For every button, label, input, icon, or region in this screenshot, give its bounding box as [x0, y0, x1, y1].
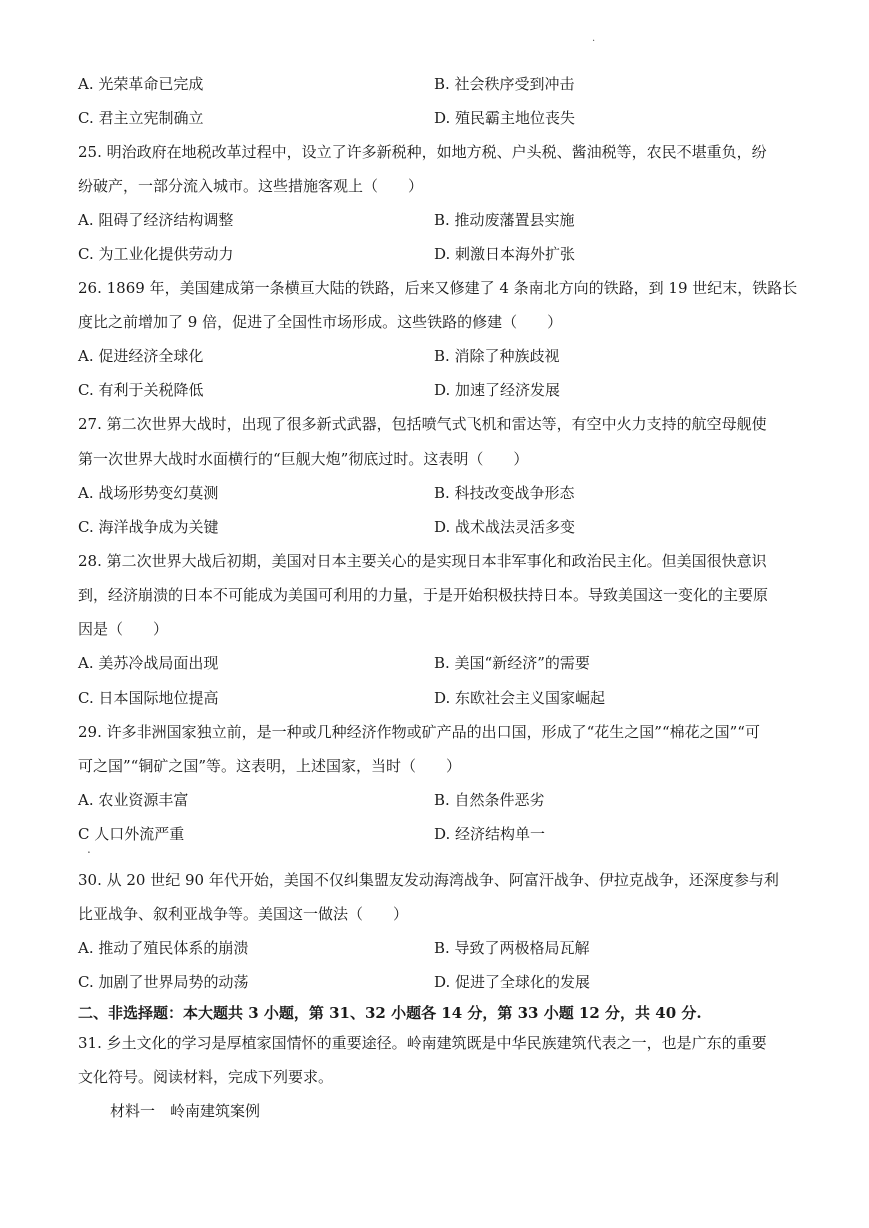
q26-option-b: B. 消除了种族歧视	[434, 347, 560, 365]
q27-stem-line-2: 第一次世界大战时水面横行的“巨舰大炮”彻底过时。这表明（ ）	[78, 450, 529, 468]
q28-stem-line-1: 28. 第二次世界大战后初期，美国对日本主要关心的是实现日本非军事化和政治民主化。但美国很快意识	[78, 552, 767, 570]
q29-option-d: D. 经济结构单一	[434, 825, 546, 843]
q25-option-d: D. 刺激日本海外扩张	[434, 245, 576, 263]
q28-option-d: D. 东欧社会主义国家崛起	[434, 689, 606, 707]
q29-stem-line-2: 可之国”“铜矿之国”等。这表明，上述国家，当时（ ）	[78, 757, 462, 775]
q28-option-c: C. 日本国际地位提高	[78, 689, 219, 707]
q24-option-d: D. 殖民霸主地位丧失	[434, 109, 576, 127]
q26-option-a: A. 促进经济全球化	[78, 347, 204, 365]
section-2-heading: 二、非选择题：本大题共 3 小题，第 31、32 小题各 14 分，第 33 小题 12 分，共 40 分.	[78, 1004, 702, 1022]
q26-stem-line-1: 26. 1869 年，美国建成第一条横亘大陆的铁路，后来又修建了 4 条南北方向的铁路，到 19 世纪末，铁路长	[78, 279, 798, 297]
q31-stem-line-1: 31. 乡土文化的学习是厚植家国情怀的重要途径。岭南建筑既是中华民族建筑代表之一，也是广东的重要	[78, 1034, 767, 1052]
q31-stem-line-2: 文化符号。阅读材料，完成下列要求。	[78, 1068, 334, 1086]
q29-stem-line-1: 29. 许多非洲国家独立前，是一种或几种经济作物或矿产品的出口国，形成了“花生之国”“棉花之国”“可	[78, 723, 760, 741]
q24-option-b: B. 社会秩序受到冲击	[434, 75, 575, 93]
q30-option-d: D. 促进了全球化的发展	[434, 973, 591, 991]
q27-option-b: B. 科技改变战争形态	[434, 484, 575, 502]
q26-stem-line-2: 度比之前增加了 9 倍，促进了全国性市场形成。这些铁路的修建（ ）	[78, 313, 563, 331]
q30-option-a: A. 推动了殖民体系的崩溃	[78, 939, 249, 957]
q27-option-a: A. 战场形势变幻莫测	[78, 484, 219, 502]
q30-option-b: B. 导致了两极格局瓦解	[434, 939, 590, 957]
q24-option-c: C. 君主立宪制确立	[78, 109, 204, 127]
q28-option-a: A. 美苏冷战局面出现	[78, 654, 219, 672]
q25-stem-line-2: 纷破产，一部分流入城市。这些措施客观上（ ）	[78, 177, 424, 195]
q28-stem-line-2: 到，经济崩溃的日本不可能成为美国可利用的力量，于是开始积极扶持日本。导致美国这一变化的主要原	[78, 586, 769, 604]
q31-material-label: 材料一 岭南建筑案例	[110, 1102, 261, 1120]
q25-stem-line-1: 25. 明治政府在地税改革过程中，设立了许多新税种，如地方税、户头税、酱油税等，农民不堪重负，纷	[78, 143, 767, 161]
q30-option-c: C. 加剧了世界局势的动荡	[78, 973, 249, 991]
q29-option-b: B. 自然条件恶劣	[434, 791, 545, 809]
stray-dot-mark: .	[87, 842, 91, 856]
q30-stem-line-2: 比亚战争、叙利亚战争等。美国这一做法（ ）	[78, 905, 409, 923]
q25-option-a: A. 阻碍了经济结构调整	[78, 211, 234, 229]
q29-option-c: C 人口外流严重	[78, 825, 185, 843]
q28-stem-line-3: 因是（ ）	[78, 620, 169, 638]
q25-option-c: C. 为工业化提供劳动力	[78, 245, 234, 263]
q27-option-d: D. 战术战法灵活多变	[434, 518, 576, 536]
q26-option-c: C. 有利于关税降低	[78, 381, 204, 399]
q24-option-a: A. 光荣革命已完成	[78, 75, 204, 93]
q29-option-a: A. 农业资源丰富	[78, 791, 189, 809]
q28-option-b: B. 美国“新经济”的需要	[434, 654, 590, 672]
q26-option-d: D. 加速了经济发展	[434, 381, 561, 399]
q30-stem-line-1: 30. 从 20 世纪 90 年代开始，美国不仅纠集盟友发动海湾战争、阿富汗战争、伊拉克战争，还深度参与利	[78, 871, 779, 889]
q27-option-c: C. 海洋战争成为关键	[78, 518, 219, 536]
q27-stem-line-1: 27. 第二次世界大战时，出现了很多新式武器，包括喷气式飞机和雷达等，有空中火力支持的航空母舰使	[78, 415, 767, 433]
top-dot-mark: .	[592, 33, 596, 44]
q25-option-b: B. 推动废藩置县实施	[434, 211, 575, 229]
